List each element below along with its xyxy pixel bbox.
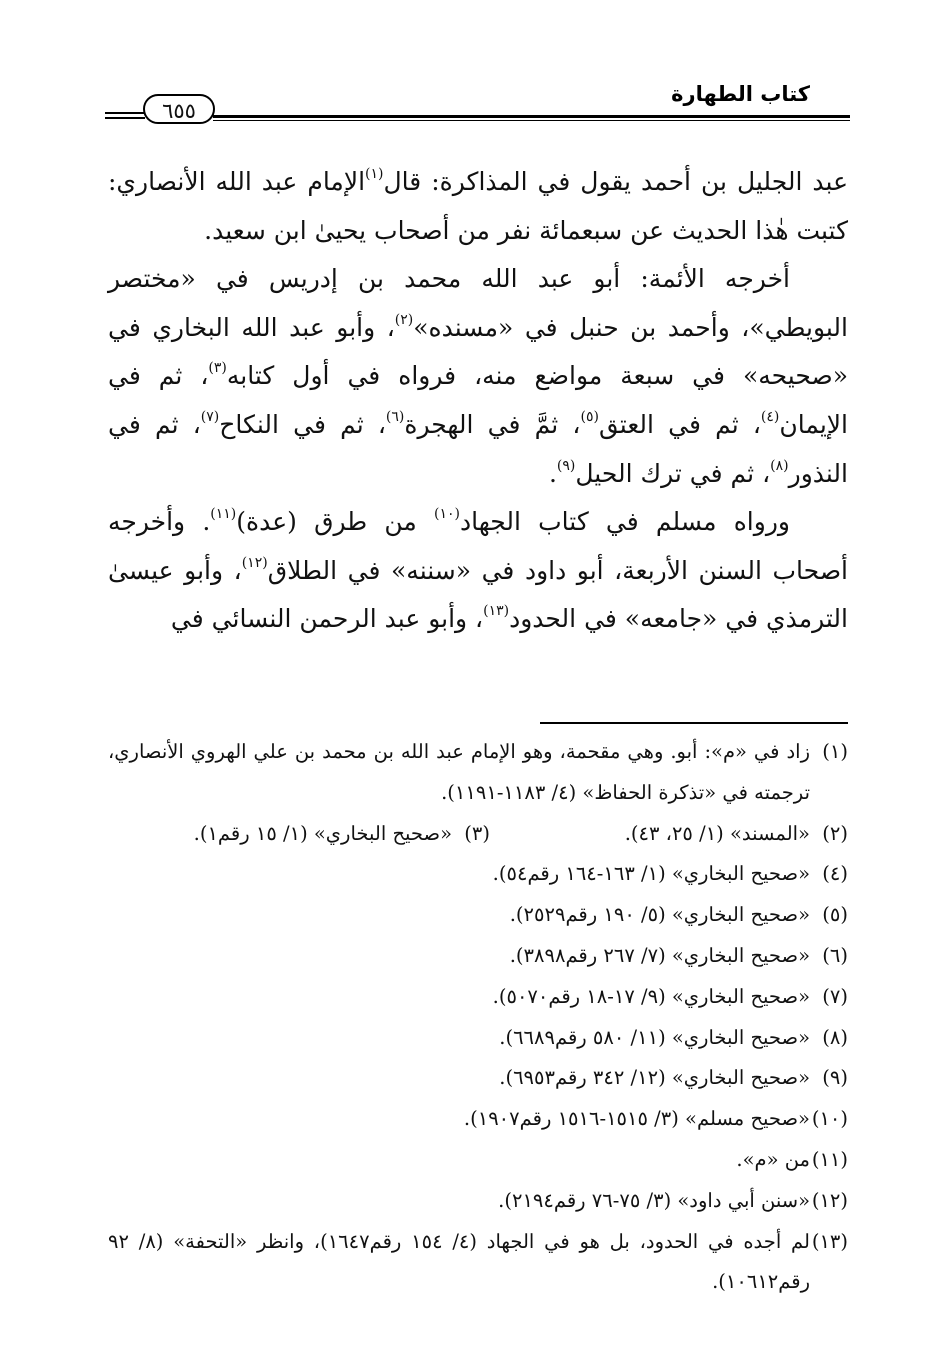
header-rule — [213, 115, 850, 118]
main-text — [108, 158, 848, 644]
text-run: عبد الجليل بن أحمد يقول في المذاكرة: قال — [383, 167, 848, 196]
header-rule — [213, 120, 850, 121]
footnote — [490, 814, 848, 855]
text-run: ، ثم في العتق — [598, 409, 761, 439]
footnote-ref[interactable]: (١٣) — [483, 603, 510, 620]
footnote-text: «سنن أبي داود» (٣/ ٧٥-٧٦ رقم٢١٩٤). — [498, 1188, 810, 1212]
text-run: ، وأبو عيسىٰ الترمذي في «جامعه» في الحدود — [108, 555, 848, 634]
paragraph — [108, 498, 848, 644]
footnote — [108, 977, 848, 1018]
footnote-ref[interactable]: (٥) — [580, 408, 599, 425]
page-header — [105, 78, 850, 128]
footnote-number: (٨) — [822, 1025, 848, 1049]
footnote-text: «صحيح البخاري» (٥/ ١٩٠ رقم٢٥٢٩). — [509, 903, 810, 927]
footnote — [108, 936, 848, 977]
paragraph — [108, 255, 848, 498]
footnote-number: (٧) — [822, 984, 848, 1008]
footnote-text: من «م». — [736, 1147, 810, 1171]
footnote-number: (١٢) — [811, 1188, 848, 1212]
footnote-ref[interactable]: (١) — [365, 166, 384, 182]
footnote — [108, 1099, 848, 1140]
footnote-number: (١٣) — [811, 1229, 848, 1253]
page-number: ٦٥٥ — [143, 94, 215, 124]
footnote-text: «صحيح البخاري» (٩/ ١٧-١٨ رقم٥٠٧٠). — [492, 984, 810, 1008]
footnote-text: «صحيح البخاري» (٧/ ٢٦٧ رقم٣٨٩٨). — [509, 943, 810, 967]
footnote — [108, 854, 848, 895]
footnote-text: «صحيح البخاري» (١/ ١٥ رقم١). — [193, 821, 452, 845]
header-left-rule — [105, 112, 145, 114]
text-run: من طرق (عدة) — [236, 507, 434, 537]
footnote-number: (٩) — [822, 1066, 848, 1090]
footnote-number: (١١) — [811, 1147, 848, 1171]
footnote-text: زاد في «م»: أبو. وهي مقحمة، وهو الإمام عبد الله بن محمد بن علي الهروي الأنصاري، ترجمته في «تذكرة الحفاظ» (٤/ ١١٨٣-١١٩١). — [108, 740, 810, 804]
footnote-pair — [108, 814, 848, 855]
text-run: ، ثم في الإيمان — [108, 361, 848, 439]
footnote-separator — [540, 722, 848, 724]
text-run: أخرجه الأئمة: أبو عبد الله محمد بن إدريس في «مختصر البويطي»، وأحمد بن حنبل في «مسنده» — [108, 264, 848, 342]
footnote-number: (٦) — [822, 943, 848, 967]
footnote-ref[interactable]: (٨) — [770, 457, 789, 474]
text-run: . وأخرجه أصحاب السنن الأربعة، أبو داود في «سننه» في الطلاق — [108, 507, 848, 585]
footnote-ref[interactable]: (٤) — [760, 408, 780, 425]
text-run: الإمام عبد الله الأنصاري: كتبت هٰذا الحديث عن سبعمائة نفر من أصحاب يحيىٰ ابن سعيد. — [108, 167, 848, 245]
footnote-ref[interactable]: (٩) — [556, 457, 576, 474]
text-run: ، ثم في النذور — [108, 409, 848, 488]
footnote-ref[interactable]: (١٠) — [433, 506, 460, 523]
footnote-ref[interactable]: (٧) — [200, 408, 220, 425]
footnote — [108, 1222, 848, 1304]
text-run: ، ثم في النكاح — [219, 409, 386, 439]
footnote-number: (٢) — [822, 821, 848, 845]
footnote-number: (٤) — [822, 862, 848, 886]
footnote-text: «صحيح مسلم» (٣/ ١٥١٥-١٥١٦ رقم١٩٠٧). — [463, 1107, 810, 1131]
footnote-text: «صحيح البخاري» (١/ ١٦٣-١٦٤ رقم٥٤). — [492, 862, 810, 886]
footnote-ref[interactable]: (٦) — [385, 408, 405, 425]
footnotes — [108, 732, 848, 1303]
footnote — [108, 1058, 848, 1099]
footnote-text: لم أجده في الحدود، بل هو في الجهاد (٤/ ١٥٤ رقم١٦٤٧)، وانظر «التحفة» (٨/ ٩٢ رقم١٠٦١٢). — [108, 1229, 810, 1294]
footnote-ref[interactable]: (١٢) — [241, 554, 268, 571]
footnote-number: (٣) — [464, 821, 490, 845]
paragraph — [108, 158, 848, 255]
text-run: . — [548, 458, 557, 488]
footnote-number: (٥) — [822, 903, 848, 927]
header-left-rule — [105, 117, 145, 119]
text-run: ، ثمَّ في الهجرة — [404, 409, 581, 439]
footnote — [108, 895, 848, 936]
footnote-number: (١) — [822, 740, 848, 763]
text-run: ، وأبو عبد الله البخاري في «صحيحه» في سبعة مواضع منه، فرواه في أول كتابه — [108, 312, 848, 391]
text-run: ، وأبو عبد الرحمن النسائي في — [170, 604, 484, 634]
footnote — [108, 1018, 848, 1059]
footnote-ref[interactable]: (١١) — [210, 506, 237, 523]
footnote-number: (١٠) — [811, 1107, 848, 1131]
footnote-text: «المسند» (١/ ٢٥، ٤٣). — [624, 821, 810, 845]
footnote — [108, 1181, 848, 1222]
footnote-ref[interactable]: (٢) — [394, 311, 414, 328]
footnote-text: «صحيح البخاري» (١٢/ ٣٤٢ رقم٦٩٥٣). — [499, 1066, 810, 1090]
footnote-ref[interactable]: (٣) — [208, 360, 227, 377]
footnote — [108, 1140, 848, 1181]
text-run: ، ثم في ترك الحيل — [575, 458, 771, 488]
text-run: ورواه مسلم في كتاب الجهاد — [459, 507, 790, 537]
running-title: كتاب الطهارة — [671, 82, 810, 106]
footnote-text: «صحيح البخاري» (١١/ ٥٨٠ رقم٦٦٨٩). — [499, 1025, 810, 1049]
footnote — [132, 814, 490, 855]
footnote — [108, 732, 848, 814]
